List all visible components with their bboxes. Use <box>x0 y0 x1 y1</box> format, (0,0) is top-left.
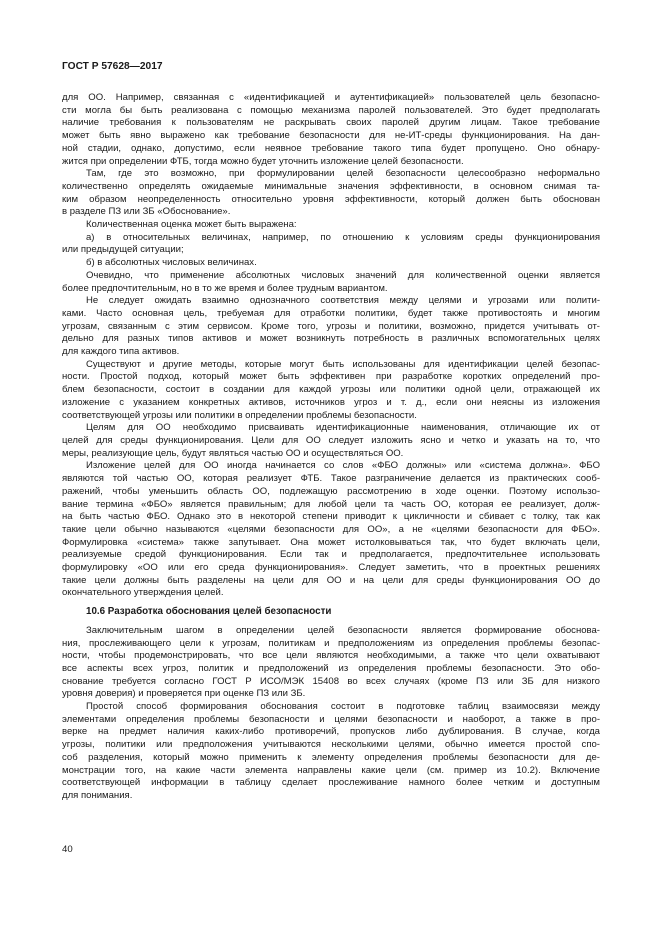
text-line: а) в относительных величинах, например, по отношению к условиям среды функционирования <box>86 231 600 243</box>
text-line: окончательного утверждения целей. <box>62 587 224 599</box>
text-line: для понимания. <box>62 789 133 801</box>
text-line: в разделе ПЗ или ЗБ «Обоснование». <box>62 206 231 218</box>
paragraph <box>62 701 600 803</box>
paragraph <box>62 625 600 701</box>
text-line: ким образом неопределенность относительно уровня эффективности, который должен быть обоснован <box>62 193 600 205</box>
text-line: такие цели должны быть разделены на цели для ОО и на цели для среды функционирования ОО до <box>62 574 600 586</box>
text-line: б) в абсолютных числовых величинах. <box>86 257 257 269</box>
page-number: 40 <box>62 844 73 855</box>
paragraph <box>62 257 600 270</box>
paragraph <box>62 219 600 232</box>
document-body <box>62 92 600 803</box>
text-line: уровня доверия) и проверяется при оценке ПЗ или ЗБ. <box>62 688 306 700</box>
text-line: для ОО. Например, связанная с «идентификацией и аутентификацией» пользователей цель безопасно- <box>62 92 600 103</box>
text-line: Существуют и другие методы, которые могут быть использованы для идентификации целей безопас- <box>86 358 600 370</box>
text-line: ности. Простой подход, который может быть эффективен при разработке коротких определений про- <box>62 371 600 383</box>
document-header: ГОСТ Р 57628—2017 <box>62 61 163 72</box>
section-before-heading <box>62 92 600 600</box>
text-line: угрозам, связанным с этим сервисом. Кроме того, угрозы и политики, возможно, придется учитывать от- <box>62 320 600 332</box>
text-line: наличие требования к пользователям не раскрывать своих паролей другим лицам. Такое требование <box>62 117 600 129</box>
text-line: снование требуется согласно ГОСТ Р ИСО/МЭК 15408 во всех случаях (кроме ПЗ или ЗБ для низкого <box>62 675 600 687</box>
text-line: блем безопасности, состоит в создании для каждой угрозы или политики одной цели, отражающей их <box>62 384 600 396</box>
text-line: сти могла бы быть реализована с помощью механизма паролей пользователей. Это будет предполагать <box>62 104 600 116</box>
text-line: формулировку «ОО или его среда функционирования». Следует заметить, что в проектных решениях <box>62 562 600 574</box>
paragraph <box>62 168 600 219</box>
section-heading: 10.6 Разработка обоснования целей безопасности <box>86 606 332 618</box>
text-line: Заключительным шагом в определении целей безопасности является формирование обоснова- <box>86 624 600 636</box>
text-line: Целям для ОО необходимо присваивать идентификационные наименования, отличающие их от <box>86 422 600 434</box>
text-line: монстрации того, на какие части элемента направлены какие цели (см. пример из 10.2). Включение <box>62 764 600 776</box>
text-line: являются той частью ОО, которая реализует ФТБ. Такое разграничение делается из практических сооб- <box>62 473 600 485</box>
text-line: ния, прослеживающего цели к угрозам, политикам и предположениям из определения проблемы безопас- <box>62 637 600 649</box>
paragraph <box>62 359 600 423</box>
paragraph <box>62 270 600 295</box>
text-line: ражений, чтобы уменьшить область ОО, подлежащую рассмотрению в ходе оценки. Поэтому использо- <box>62 485 600 497</box>
text-line: целей для среды функционирования. Цели для ОО следует изложить ясно и четко и указать на то, что <box>62 434 600 446</box>
text-line: более предпочтительным, но в то же время и более трудным вариантом. <box>62 282 388 294</box>
text-line: угрозы, политики или предположения учитываются несколькими целями, обычно имеется простой спо- <box>62 739 600 751</box>
paragraph <box>62 232 600 257</box>
text-line: ками. Часто основная цель, требуемая для отработки политики, будет также противостоять и многим <box>62 307 600 319</box>
paragraph <box>62 295 600 359</box>
text-line: Там, где это возможно, при формулировании целей безопасности целесообразно неформально <box>86 168 600 180</box>
text-line: все аспекты всех угроз, политик и предположений из определения проблемы безопасности. Это обо- <box>62 662 600 674</box>
text-line: Изложение целей для ОО иногда начинается со слов «ФБО должны» или «система должна». ФБО <box>86 460 600 472</box>
text-line: на быть частью ФБО. Однако это в некоторой степени приводит к цикличности и сбивает с толку, так как <box>62 511 600 523</box>
text-line: Формулировка «система» также запутывает. Она может истолковываться так, что будет включать цели, <box>62 536 600 548</box>
text-line: элементами определения проблемы безопасности и целями безопасности и наоборот, а также в про- <box>62 713 600 725</box>
text-line: соответствующей угрозы или политики в определении проблемы безопасности. <box>62 409 417 421</box>
text-line: изложение с указанием конкретных активов, источников угроз и т. д., если они неясны из изложения <box>62 396 600 408</box>
paragraph <box>62 460 600 600</box>
text-line: может быть явно выражено как требование безопасности для не-ИТ-среды функционирования. На дан- <box>62 130 600 142</box>
text-line: ности, чтобы продемонстрировать, что все цели являются необходимыми, а также что цели охватывают <box>62 650 600 662</box>
text-line: количественно определять ожидаемые минимальные значения эффективности, в основном снимая та- <box>62 180 600 192</box>
text-line: соб разделения, который можно применить к элементу определения проблемы безопасности для де- <box>62 751 600 763</box>
text-line: Не следует ожидать взаимно однозначного соответствия между целями и угрозами или полити- <box>86 295 600 307</box>
text-line: жится при определении ФТБ, тогда можно будет уточнить изложение целей безопасности. <box>62 155 464 167</box>
text-line: реализуемые средой функционирования. Если так и предполагается, предпочтительнее использовать <box>62 549 600 561</box>
section-after-heading <box>62 625 600 803</box>
text-line: меры, реализующие цель, будут являться частью ОО и осуществляться ОО. <box>62 447 404 459</box>
text-line: для каждого типа активов. <box>62 346 180 358</box>
text-line: ной стадии, однако, допустимо, если неявное требование такого типа будет пропущено. Оно обнару- <box>62 142 600 154</box>
text-line: Простой способ формирования обоснования состоит в подготовке таблиц взаимосвязи между <box>86 701 600 713</box>
text-line: верке на предмет наличия каких-либо противоречий, пропусков либо дублирования. В случае, когда <box>62 726 600 738</box>
paragraph <box>62 92 600 168</box>
text-line: Количественная оценка может быть выражена: <box>86 219 297 231</box>
text-line: или предыдущей ситуации; <box>62 244 184 256</box>
text-line: дельно для разных типов активов и может возникнуть потребность в различных вспомогательных целях <box>62 333 600 345</box>
paragraph <box>62 422 600 460</box>
text-line: соответствующей информации в таблицу сделает прослеживание намного более четким и доступным <box>62 777 600 789</box>
text-line: Очевидно, что применение абсолютных числовых значений для количественной оценки является <box>86 269 600 281</box>
text-line: вание термина «ФБО» является правильным; для любой цели та часть ОО, которая ее реализует, долж- <box>62 498 600 510</box>
text-line: такие цели обычно называются «целями безопасности для ОО», а не «целями безопасности для ФБО». <box>62 523 600 535</box>
